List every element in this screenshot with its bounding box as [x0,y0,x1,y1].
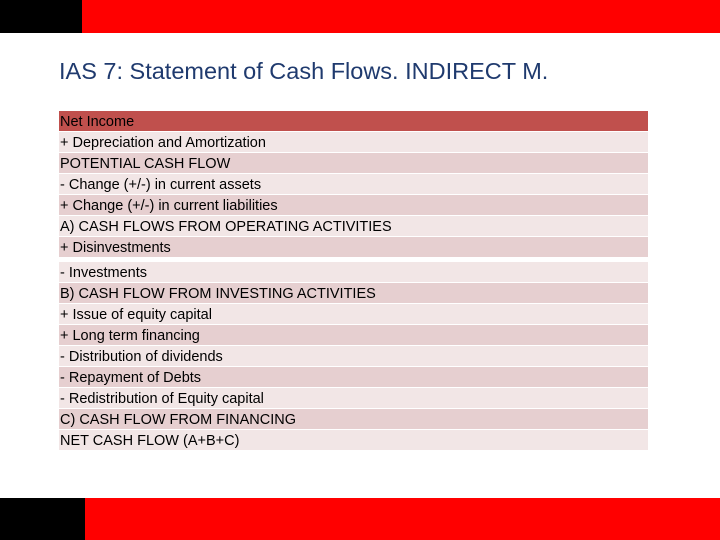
table-row: Net Income [59,111,648,132]
table-row: + Depreciation and Amortization [59,132,648,153]
table-row: C) CASH FLOW FROM FINANCING [59,409,648,430]
cash-flow-table [59,111,648,451]
table-row: A) CASH FLOWS FROM OPERATING ACTIVITIES [59,216,648,237]
table-row: + Disinvestments [59,237,648,258]
top-red-bar [82,0,720,33]
bottom-black-bar [0,498,85,540]
table-row: - Distribution of dividends [59,346,648,367]
table-row: - Redistribution of Equity capital [59,388,648,409]
table-row: + Long term financing [59,325,648,346]
table-row: + Change (+/-) in current liabilities [59,195,648,216]
table-row: NET CASH FLOW (A+B+C) [59,430,648,451]
bottom-red-bar [85,498,720,540]
table-row: - Change (+/-) in current assets [59,174,648,195]
table-row: - Investments [59,262,648,283]
table-row: POTENTIAL CASH FLOW [59,153,648,174]
table-row: - Repayment of Debts [59,367,648,388]
slide-title: IAS 7: Statement of Cash Flows. INDIRECT M. [59,58,549,84]
table-row: + Issue of equity capital [59,304,648,325]
table-row: B) CASH FLOW FROM INVESTING ACTIVITIES [59,283,648,304]
top-black-bar [0,0,82,33]
